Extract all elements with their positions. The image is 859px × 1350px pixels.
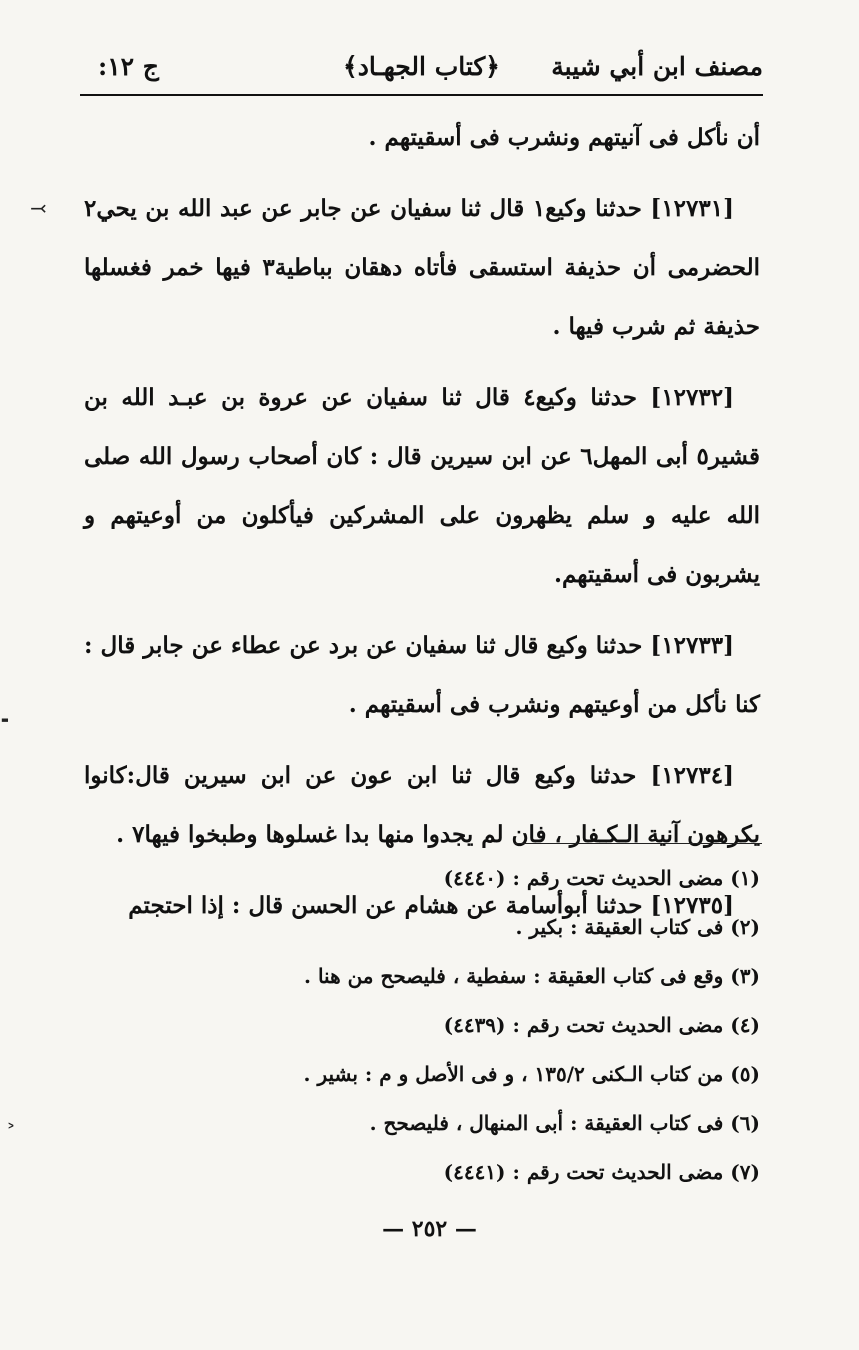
header-rule	[80, 94, 763, 96]
footnote-7: (٧) مضى الحديث تحت رقم : (٤٤٤١)	[443, 1160, 760, 1184]
main-text	[84, 108, 760, 947]
volume-number: ج ١٢:	[98, 52, 159, 81]
hadith-12732: [١٢٧٣٢] حدثنا وكيع٤ قال ثنا سفيان عن عروة بن عبـد الله بن قشير٥ أبى المهل٦ عن ابن سيرين قال : كان أصحاب رسول الله صلى الله عليه و سلم يظهرون على المشركين فيأكلون من أوعيتهم و يشربون فى أسقيتهم.	[84, 384, 760, 588]
hadith-12731: [١٢٧٣١] حدثنا وكيع١ قال ثنا سفيان عن جابر عن عبد الله بن يحي٢ الحضرمى أن حذيفة استسقى فأتاه دهقان بباطية٣ فيها خمر فغسلها حذيفة ثم شرب فيها .	[84, 195, 760, 340]
footnote-1: (١) مضى الحديث تحت رقم : (٤٤٤٠)	[443, 866, 760, 890]
book-title: مصنف ابن أبي شيبة	[551, 52, 763, 81]
footnote-4: (٤) مضى الحديث تحت رقم : (٤٤٣٩)	[443, 1013, 760, 1037]
running-header	[80, 46, 763, 94]
footnote-5: (٥) من كتاب الـكنى ١٣٥/٢ ، و فى الأصل و م : بشير .	[303, 1062, 760, 1086]
hadith-12733: [١٢٧٣٣] حدثنا وكيع قال ثنا سفيان عن برد عن عطاء عن جابر قال : كنا نأكل من أوعيتهم ونشرب فى أسقيتهم .	[84, 632, 760, 718]
margin-mark: ⤙	[30, 196, 47, 220]
hadith-12734: [١٢٧٣٤] حدثنا وكيع قال ثنا ابن عون عن ابن سيرين قال:كانوا يكرهون آنية الـكـفار ، فان لم يجدوا منها بدا غسلوها وطبخوا فيها٧ .	[84, 762, 760, 848]
footnote-6: (٦) فى كتاب العقيقة : أبى المنهال ، فليصحح .	[369, 1111, 760, 1135]
page-number: — ٢٥٢ —	[382, 1216, 477, 1242]
paragraph-continuation: أن نأكل فى آنيتهم ونشرب فى أسقيتهم .	[368, 124, 760, 151]
footnote-rule	[514, 843, 762, 844]
margin-mark: ╸	[2, 708, 15, 732]
footnote-3: (٣) وقع فى كتاب العقيقة : سفطية ، فليصحح من هنا .	[304, 964, 760, 988]
footnotes	[160, 854, 760, 1197]
margin-mark: ˃	[6, 1120, 16, 1144]
footnote-2: (٢) فى كتاب العقيقة : بكير .	[515, 915, 760, 939]
hadith-12735: [١٢٧٣٥] حدثنا أبوأسامة عن هشام عن الحسن قال : إذا احتجتم	[128, 892, 734, 919]
chapter-title: ﴿كتاب الجهـاد﴾	[343, 52, 500, 81]
